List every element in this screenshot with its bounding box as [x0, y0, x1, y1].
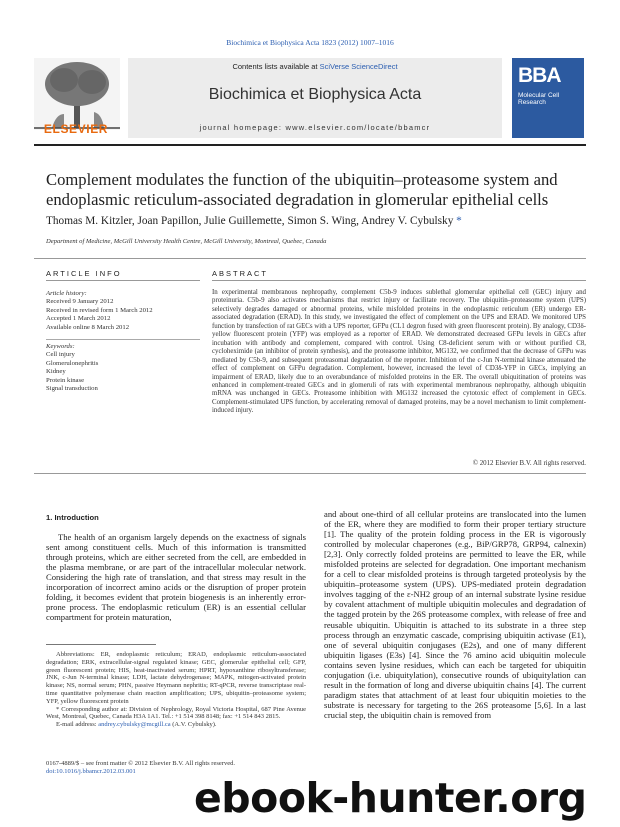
authors-text: Thomas M. Kitzler, Joan Papillon, Julie Guillemette, Simon S. Wing, Andrey V. Cybulsky	[46, 215, 454, 227]
contents-prefix: Contents lists available at	[232, 62, 320, 71]
history-online: Available online 8 March 2012	[46, 323, 130, 331]
body-paragraph: and about one-third of all cellular proteins are translocated into the lumen of the ER, where they are modified to form their proper tertiary structure [1]. The quality of the protein folding process in the ER is vigorously controlled by molecular chaperones (e.g., BiP/GRP78, GRP94, calnexin) [2,3]. Only correctly folded proteins are permitted to leave the ER, while misfolded proteins are selected for degradation. One important mechanism for a cell to clear misfolded proteins is through targeted proteolysis by the ubiquitin–proteasome system (UPS). UPS-mediated protein degradation involves tagging of the ε-NH2 group of an internal substrate lysine residue by covalent attachment of multiple ubiquitin molecules and degradation of the tagged protein by the 26S proteasome complex, with release of free and reusable ubiquitin. Ubiquitin is attached to its substrate in a three step process through an enzymatic cascade, comprising ubiquitin activase (E1), one of several ubiquitin conjugases (E2s), and one of many different ubiquitin ligases (E3s) [4]. Since the 76 amino acid ubiquitin molecule contains seven lysine residues, which can each be targeted for ubiquitin conjugation (i.e. ubiquitylation), consecutive rounds of ubiquitylation can result in the formation of long and diverse ubiquitin chains [4]. The current paradigm states that attachment of at least four ubiquitin moieties to the substrate is necessary for targeting to the 26S proteasome [5,6]. In a last crucial step, the ubiquitin chain is removed from	[324, 509, 586, 720]
email-suffix: (A.V. Cybulsky).	[170, 721, 217, 729]
article-info-rule	[46, 280, 200, 281]
homepage-prefix: journal homepage:	[199, 123, 286, 132]
history-revised: Received in revised form 1 March 2012	[46, 306, 153, 314]
keyword-item: Signal transduction	[46, 385, 98, 393]
keyword-item: Cell injury	[46, 351, 75, 359]
history-label: Article history:	[46, 290, 87, 297]
section-heading: 1. Introduction	[46, 513, 99, 522]
footnotes	[46, 651, 306, 729]
publisher-name: ELSEVIER	[43, 122, 109, 136]
keywords-label: Keywords:	[46, 343, 75, 350]
journal-reference[interactable]: Biochimica et Biophysica Acta 1823 (2012) 1007–1016	[226, 38, 394, 47]
abbreviations-footnote: Abbreviations: ER, endoplasmic reticulum; ERAD, endoplasmic reticulum-associated degradation; ERK, extracellular-signal regulated kinase; GEC, glomerular epithelial cell; GFP, green fluorescent protein; HIS, heat-inactivated serum; HPRT, hypoxanthine ribosyltransferase; JNK, c-Jun N-terminal kinase; LDH, lactate dehydrogenase; MAPK, mitogen-activated protein kinase; NS, normal serum; PHN, passive Heymann nephritis; RT-qPCR, reverse transcriptase real-time quantitative polymerase chain reaction amplification; UPS, ubiquitin–proteasome system; YFP, yellow fluorescent protein	[46, 651, 306, 705]
cover-title: BBA	[518, 64, 561, 87]
contents-availability	[128, 62, 502, 71]
abstract-heading: ABSTRACT	[212, 269, 269, 278]
abstract-text: In experimental membranous nephropathy, complement C5b-9 induces sublethal glomerular epithelial cell (GEC) injury and proteinuria. C5b-9 also activates mechanisms that restrict injury or facilitate recovery. The ubiquitin–proteasome system (UPS) selectively degrades damaged or abnormal proteins, while misfolded proteins in the endoplasmic reticulum (ER) undergo ER-associated degradation (ERAD). In this study, we investigated the effect of complement on the UPS and ERAD. We monitored UPS function by transfection of rat GECs with a UPS reporter, GFPu (CL1 degron fused with green fluorescent protein). By analogy, CD3δ-yellow fluorescent protein (YFP) was employed as a reporter of ERAD. We demonstrated decreased GFPu levels in GECs after incubation with antibody and complement, compared with control. Using C8-deficient serum with or without purified C8, cycloheximide (an inhibitor of protein synthesis), and the proteasome inhibitor, MG132, we confirmed that the decrease of GFPu was mediated by C5b-9, and subsequent proteasomal degradation of the reporter. Inhibition of the c-Jun N-terminal kinase attenuated the effect of complement on GFPu degradation. Complement, however, increased the level of CD3δ-YFP in GECs, implying an impairment of ERAD, likely due to an overabundance of misfolded proteins in the ER. The overall ubiquitination of proteins was enhanced in complement-treated GECs and in glomeruli of rats with experimental membranous nephropathy, although ubiquitin mRNA was unchanged in GECs. Proteasome inhibition with MG132 increased the cytotoxic effect of complement in GECs. Complement-stimulated UPS function, by accelerating removal of damaged proteins, may be a novel mechanism to limit complement-induced injury.	[212, 289, 586, 415]
article-history	[46, 290, 200, 332]
affiliation: Department of Medicine, McGill University Health Centre, McGill University, Montreal, Quebec, Canada	[46, 238, 327, 245]
keyword-item: Kidney	[46, 368, 66, 376]
watermark-text: ebook-hunter.org	[194, 774, 587, 822]
article-title: Complement modulates the function of the ubiquitin–proteasome system and endoplasmic reticulum-associated degradation in glomerular epithelial cells	[46, 170, 558, 209]
sciencedirect-link[interactable]: SciVerse ScienceDirect	[319, 62, 398, 71]
email-footnote	[46, 721, 306, 729]
doi-link[interactable]: doi:10.1016/j.bbamcr.2012.03.001	[46, 768, 136, 775]
body-left-column	[46, 532, 306, 622]
copyright-notice: © 2012 Elsevier B.V. All rights reserved.	[472, 460, 586, 467]
keyword-item: Protein kinase	[46, 376, 85, 384]
body-right-column	[324, 509, 586, 720]
corresponding-footnote: * Corresponding author at: Division of Nephrology, Royal Victoria Hospital, 687 Pine Avenue West, Montreal, Quebec, Canada H3A 1A1. Tel.: +1 514 398 8148; fax: +1 514 843 2815.	[46, 705, 306, 721]
article-info-heading: ARTICLE INFO	[46, 269, 122, 278]
keywords-rule	[46, 339, 200, 340]
journal-cover[interactable]	[512, 58, 584, 138]
history-received: Received 9 January 2012	[46, 298, 114, 306]
issn-line: 0167-4889/$ – see front matter © 2012 Elsevier B.V. All rights reserved.	[46, 760, 235, 767]
journal-homepage	[128, 123, 502, 132]
journal-title: Biochimica et Biophysica Acta	[208, 86, 422, 103]
footnote-rule	[46, 644, 156, 645]
email-label: E-mail address:	[56, 721, 99, 729]
abstract-bottom-rule	[34, 473, 586, 474]
abstract-rule	[212, 280, 586, 281]
cover-subtitle: Molecular Cell Research	[518, 92, 560, 106]
body-paragraph: The health of an organism largely depends on the exactness of signals sent among constituent cells. Much of this information is transmitted through proteins, which are either secreted from the cell, are embedded in the plasma membrane, or are part of the intracellular molecular network. Considering the high rate of translation, and that stress may result in the incorporation of incorrect amino acids or the disruption of proper protein folding, it becomes evident that protein biogenesis is an inherently error-prone process. The endoplasmic reticulum (ER) is an essential cellular compartment for protein maturation,	[46, 532, 306, 623]
header-rule	[34, 144, 586, 146]
author-list	[46, 215, 586, 227]
corresponding-author-mark[interactable]: *	[456, 215, 462, 227]
email-link[interactable]: andrey.cybulsky@mcgill.ca	[98, 721, 171, 729]
keywords	[46, 343, 200, 393]
homepage-url[interactable]: www.elsevier.com/locate/bbamcr	[285, 123, 431, 132]
keyword-item: Glomerulonephritis	[46, 359, 99, 367]
history-accepted: Accepted 1 March 2012	[46, 315, 111, 323]
elsevier-tree-logo	[34, 58, 120, 130]
title-rule	[34, 258, 586, 259]
